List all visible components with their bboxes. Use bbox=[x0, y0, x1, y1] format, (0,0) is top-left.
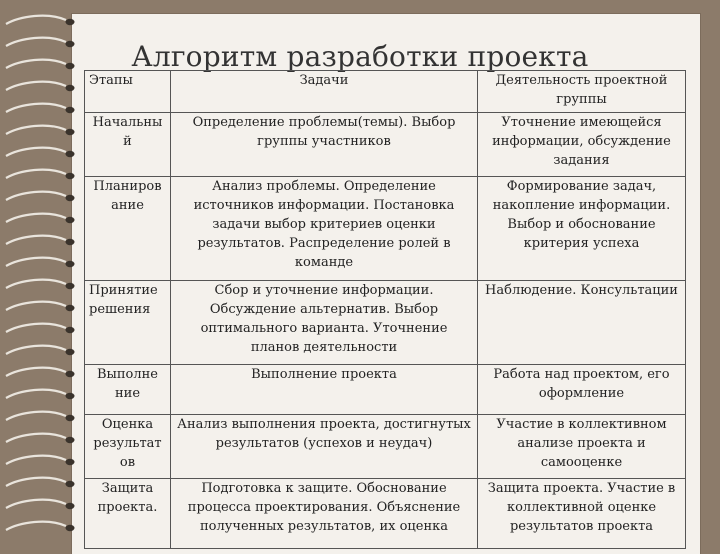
spiral-ring bbox=[6, 82, 66, 90]
spiral-ring bbox=[6, 412, 66, 420]
spiral-binding bbox=[0, 0, 90, 540]
spiral-hole bbox=[66, 459, 75, 465]
task-cell: Анализ выполнения проекта, достигнутых результатов (успехов и неудач) bbox=[171, 415, 478, 479]
spiral-ring bbox=[6, 456, 66, 464]
spiral-hole bbox=[66, 173, 75, 179]
spiral-ring bbox=[6, 16, 66, 24]
activity-cell: Формирование задач, накопление информации. Выбор и обоснование критерия успеха bbox=[478, 177, 686, 281]
table-header-row bbox=[85, 71, 686, 113]
task-cell: Выполнение проекта bbox=[171, 365, 478, 415]
stage-cell: Оценка результат ов bbox=[85, 415, 171, 479]
table-row bbox=[85, 281, 686, 365]
header-group-activity: Деятельность проектной группы bbox=[478, 71, 686, 113]
spiral-hole bbox=[66, 217, 75, 223]
spiral-ring bbox=[6, 478, 66, 486]
stage-cell: Защита проекта. bbox=[85, 479, 171, 549]
spiral-ring bbox=[6, 522, 66, 530]
spiral-hole bbox=[66, 283, 75, 289]
spiral-hole bbox=[66, 371, 75, 377]
spiral-hole bbox=[66, 415, 75, 421]
table-row bbox=[85, 415, 686, 479]
project-algorithm-table bbox=[84, 70, 686, 549]
spiral-ring bbox=[6, 346, 66, 354]
spiral-ring bbox=[6, 192, 66, 200]
spiral-hole bbox=[66, 503, 75, 509]
spiral-ring bbox=[6, 280, 66, 288]
spiral-ring bbox=[6, 126, 66, 134]
spiral-hole bbox=[66, 129, 75, 135]
table-row bbox=[85, 113, 686, 177]
spiral-hole bbox=[66, 261, 75, 267]
spiral-hole bbox=[66, 525, 75, 531]
spiral-ring bbox=[6, 302, 66, 310]
spiral-hole bbox=[66, 393, 75, 399]
spiral-hole bbox=[66, 85, 75, 91]
spiral-hole bbox=[66, 327, 75, 333]
spiral-ring bbox=[6, 214, 66, 222]
activity-cell: Уточнение имеющейся информации, обсуждение задания bbox=[478, 113, 686, 177]
spiral-ring bbox=[6, 236, 66, 244]
activity-cell: Защита проекта. Участие в коллективной оценке результатов проекта bbox=[478, 479, 686, 549]
task-cell: Сбор и уточнение информации. Обсуждение альтернатив. Выбор оптимального варианта. Уточнение планов деятельности bbox=[171, 281, 478, 365]
spiral-ring bbox=[6, 170, 66, 178]
spiral-ring bbox=[6, 258, 66, 266]
spiral-ring bbox=[6, 368, 66, 376]
spiral-ring bbox=[6, 434, 66, 442]
spiral-ring bbox=[6, 324, 66, 332]
spiral-ring bbox=[6, 104, 66, 112]
spiral-hole bbox=[66, 349, 75, 355]
table-row bbox=[85, 365, 686, 415]
header-stages: Этапы bbox=[85, 71, 171, 113]
activity-cell: Работа над проектом, его оформление bbox=[478, 365, 686, 415]
spiral-ring bbox=[6, 390, 66, 398]
task-cell: Анализ проблемы. Определение источников информации. Постановка задачи выбор критериев оценки результатов. Распределение ролей в команде bbox=[171, 177, 478, 281]
spiral-hole bbox=[66, 305, 75, 311]
table-row bbox=[85, 177, 686, 281]
stage-cell: Принятие решения bbox=[85, 281, 171, 365]
spiral-hole bbox=[66, 151, 75, 157]
task-cell: Определение проблемы(темы). Выбор группы участников bbox=[171, 113, 478, 177]
task-cell: Подготовка к защите. Обоснование процесса проектирования. Объяснение полученных результатов, их оценка bbox=[171, 479, 478, 549]
spiral-ring bbox=[6, 148, 66, 156]
activity-cell: Участие в коллективном анализе проекта и самооценке bbox=[478, 415, 686, 479]
spiral-hole bbox=[66, 239, 75, 245]
table-row bbox=[85, 479, 686, 549]
activity-cell: Наблюдение. Консультации bbox=[478, 281, 686, 365]
stage-cell: Выполне ние bbox=[85, 365, 171, 415]
spiral-hole bbox=[66, 481, 75, 487]
spiral-ring bbox=[6, 500, 66, 508]
slide-title: Алгоритм разработки проекта bbox=[131, 40, 589, 73]
stage-cell: Начальны й bbox=[85, 113, 171, 177]
stage-cell: Планиров ание bbox=[85, 177, 171, 281]
spiral-hole bbox=[66, 107, 75, 113]
header-tasks: Задачи bbox=[171, 71, 478, 113]
spiral-hole bbox=[66, 437, 75, 443]
spiral-hole bbox=[66, 195, 75, 201]
spiral-hole bbox=[66, 19, 75, 25]
